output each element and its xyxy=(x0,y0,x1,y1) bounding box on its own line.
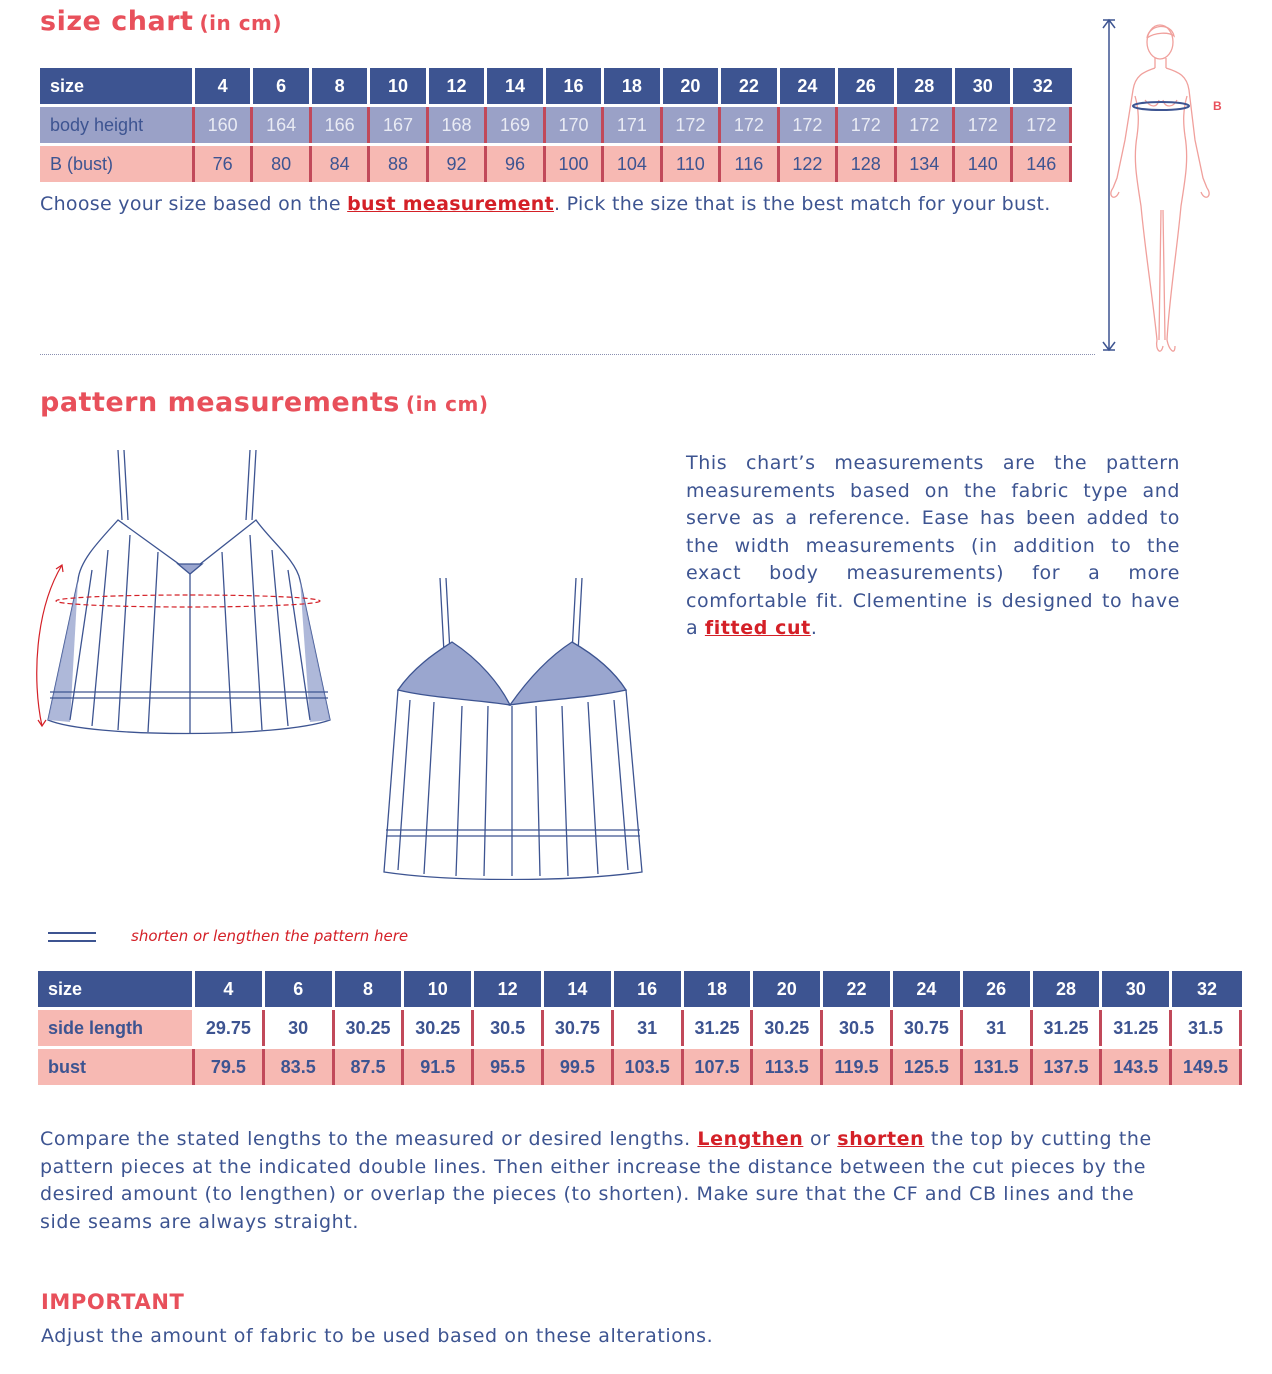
legend-text: shorten or lengthen the pattern here xyxy=(131,927,409,945)
pattern-size-cell: 26 xyxy=(963,971,1033,1007)
pattern-bust-row xyxy=(38,1046,1242,1085)
instructions-or: or xyxy=(803,1128,838,1150)
pattern-bust-cell: 83.5 xyxy=(265,1049,335,1085)
body-height-cell: 172 xyxy=(780,107,838,143)
body-height-cell: 160 xyxy=(195,107,253,143)
pattern-size-cell: 32 xyxy=(1172,971,1242,1007)
pattern-bust-cell: 99.5 xyxy=(544,1049,614,1085)
side-length-row xyxy=(38,1007,1242,1046)
size-header-label: size xyxy=(40,68,195,104)
body-figure-illustration xyxy=(1095,10,1235,362)
body-height-cell: 170 xyxy=(546,107,604,143)
pattern-description-text: This chart’s measurements are the pattern measurements based on the fabric type and serve as a reference. Ease has been added to the width measurements (in addition to the exact body measurements) for a more comfortable fit. Clementine is designed to have a xyxy=(686,452,1180,639)
bust-cell: 80 xyxy=(253,146,311,182)
pattern-bust-cell: 143.5 xyxy=(1102,1049,1172,1085)
pattern-size-cell: 4 xyxy=(195,971,265,1007)
pattern-bust-cell: 91.5 xyxy=(404,1049,474,1085)
pattern-unit: (in cm) xyxy=(405,392,489,416)
pattern-size-cell: 6 xyxy=(265,971,335,1007)
size-chart-header-row xyxy=(40,68,1072,104)
size-chart-heading xyxy=(40,6,282,37)
body-height-cell: 172 xyxy=(721,107,779,143)
pattern-size-cell: 22 xyxy=(823,971,893,1007)
pattern-heading xyxy=(40,387,488,418)
pattern-bust-cell: 137.5 xyxy=(1033,1049,1103,1085)
bust-measurement-link[interactable]: bust measurement xyxy=(347,193,554,215)
side-length-label: side length xyxy=(38,1010,195,1046)
bust-cell: 122 xyxy=(780,146,838,182)
size-chart-size-cell: 12 xyxy=(429,68,487,104)
bust-cell: 96 xyxy=(487,146,545,182)
size-chart-size-cell: 8 xyxy=(312,68,370,104)
pattern-size-cell: 8 xyxy=(335,971,405,1007)
side-length-cell: 30 xyxy=(265,1010,335,1046)
size-chart-table xyxy=(40,68,1072,182)
instructions-text-1: Compare the stated lengths to the measured or desired lengths. xyxy=(40,1128,698,1150)
bust-cell: 146 xyxy=(1013,146,1071,182)
pattern-size-cell: 18 xyxy=(684,971,754,1007)
bust-cell: 110 xyxy=(663,146,721,182)
side-length-cell: 29.75 xyxy=(195,1010,265,1046)
pattern-description-end: . xyxy=(810,617,818,639)
body-height-cell: 168 xyxy=(429,107,487,143)
body-height-cell: 166 xyxy=(312,107,370,143)
pattern-size-cell: 10 xyxy=(404,971,474,1007)
bust-cell: 100 xyxy=(546,146,604,182)
side-length-cell: 30.25 xyxy=(404,1010,474,1046)
pattern-size-cell: 16 xyxy=(614,971,684,1007)
body-height-cell: 172 xyxy=(955,107,1013,143)
double-line-legend-bottom xyxy=(48,940,96,942)
side-length-cell: 30.25 xyxy=(753,1010,823,1046)
side-length-cell: 31.25 xyxy=(684,1010,754,1046)
note-text-pre: Choose your size based on the xyxy=(40,193,348,215)
pattern-bust-cell: 95.5 xyxy=(474,1049,544,1085)
section-divider xyxy=(40,354,1095,355)
bust-cell: 116 xyxy=(721,146,779,182)
pattern-table xyxy=(38,971,1242,1085)
pattern-bust-cell: 125.5 xyxy=(893,1049,963,1085)
size-chart-size-cell: 6 xyxy=(253,68,311,104)
body-height-cell: 172 xyxy=(838,107,896,143)
body-height-cell: 164 xyxy=(253,107,311,143)
side-length-cell: 30.75 xyxy=(893,1010,963,1046)
pattern-size-cell: 30 xyxy=(1102,971,1172,1007)
bust-cell: 92 xyxy=(429,146,487,182)
pattern-size-cell: 24 xyxy=(893,971,963,1007)
body-height-row xyxy=(40,104,1072,143)
pattern-bust-cell: 103.5 xyxy=(614,1049,684,1085)
side-length-cell: 30.5 xyxy=(474,1010,544,1046)
body-height-cell: 172 xyxy=(1013,107,1071,143)
side-length-cell: 31.5 xyxy=(1172,1010,1242,1046)
size-chart-size-cell: 30 xyxy=(955,68,1013,104)
pattern-size-cell: 12 xyxy=(474,971,544,1007)
lengthen-link[interactable]: Lengthen xyxy=(697,1128,804,1150)
pattern-bust-label: bust xyxy=(38,1049,195,1085)
bust-cell: 134 xyxy=(897,146,955,182)
bust-cell: 128 xyxy=(838,146,896,182)
size-chart-unit: (in cm) xyxy=(199,11,283,35)
body-height-cell: 172 xyxy=(897,107,955,143)
size-chart-note xyxy=(40,193,1051,215)
side-length-cell: 31 xyxy=(614,1010,684,1046)
body-height-cell: 167 xyxy=(370,107,428,143)
bust-cell: 84 xyxy=(312,146,370,182)
side-length-cell: 30.75 xyxy=(544,1010,614,1046)
double-line-legend-top xyxy=(48,932,96,934)
size-chart-size-cell: 10 xyxy=(370,68,428,104)
pattern-header-row xyxy=(38,971,1242,1007)
pattern-size-header-label: size xyxy=(38,971,195,1007)
bust-cell: 88 xyxy=(370,146,428,182)
pattern-size-cell: 14 xyxy=(544,971,614,1007)
bust-cell: 140 xyxy=(955,146,1013,182)
pattern-bust-cell: 149.5 xyxy=(1172,1049,1242,1085)
size-chart-size-cell: 22 xyxy=(721,68,779,104)
bust-label: B (bust) xyxy=(40,146,195,182)
size-chart-size-cell: 32 xyxy=(1013,68,1071,104)
side-length-cell: 30.5 xyxy=(823,1010,893,1046)
size-chart-size-cell: 18 xyxy=(604,68,662,104)
back-garment-illustration xyxy=(370,570,650,880)
size-chart-title: size chart xyxy=(40,6,194,37)
bust-cell: 104 xyxy=(604,146,662,182)
pattern-bust-cell: 87.5 xyxy=(335,1049,405,1085)
size-chart-size-cell: 4 xyxy=(195,68,253,104)
pattern-bust-cell: 119.5 xyxy=(823,1049,893,1085)
front-garment-illustration xyxy=(30,440,340,750)
size-chart-size-cell: 26 xyxy=(838,68,896,104)
size-chart-size-cell: 24 xyxy=(780,68,838,104)
body-height-cell: 171 xyxy=(604,107,662,143)
pattern-bust-cell: 131.5 xyxy=(963,1049,1033,1085)
instructions-paragraph xyxy=(40,1126,1172,1236)
pattern-description xyxy=(686,450,1180,643)
pattern-bust-cell: 79.5 xyxy=(195,1049,265,1085)
shorten-link[interactable]: shorten xyxy=(837,1128,925,1150)
bust-row xyxy=(40,143,1072,182)
note-text-post: . Pick the size that is the best match for your bust. xyxy=(553,193,1051,215)
side-length-cell: 31.25 xyxy=(1033,1010,1103,1046)
size-chart-size-cell: 16 xyxy=(546,68,604,104)
pattern-bust-cell: 107.5 xyxy=(684,1049,754,1085)
pattern-size-cell: 20 xyxy=(753,971,823,1007)
size-chart-size-cell: 28 xyxy=(897,68,955,104)
pattern-title: pattern measurements xyxy=(40,387,400,418)
important-text: Adjust the amount of fabric to be used based on these alterations. xyxy=(41,1325,714,1347)
important-title: IMPORTANT xyxy=(41,1290,185,1314)
pattern-size-cell: 28 xyxy=(1033,971,1103,1007)
side-length-cell: 30.25 xyxy=(335,1010,405,1046)
bust-marker-label: B xyxy=(1213,99,1222,113)
size-chart-size-cell: 20 xyxy=(663,68,721,104)
pattern-bust-cell: 113.5 xyxy=(753,1049,823,1085)
size-chart-size-cell: 14 xyxy=(487,68,545,104)
side-length-cell: 31.25 xyxy=(1102,1010,1172,1046)
body-height-cell: 172 xyxy=(663,107,721,143)
fitted-cut-link[interactable]: fitted cut xyxy=(704,617,811,639)
body-height-label: body height xyxy=(40,107,195,143)
side-length-cell: 31 xyxy=(963,1010,1033,1046)
instructions-text-2: the top by cutting the pattern pieces at the indicated double lines. Then either increase the distance between the cut pieces by the desired amount (to lengthen) or overlap the pieces (to shorten). Make sure that the CF and CB lines and the side seams are always straight. xyxy=(40,1128,1152,1233)
body-height-cell: 169 xyxy=(487,107,545,143)
bust-cell: 76 xyxy=(195,146,253,182)
